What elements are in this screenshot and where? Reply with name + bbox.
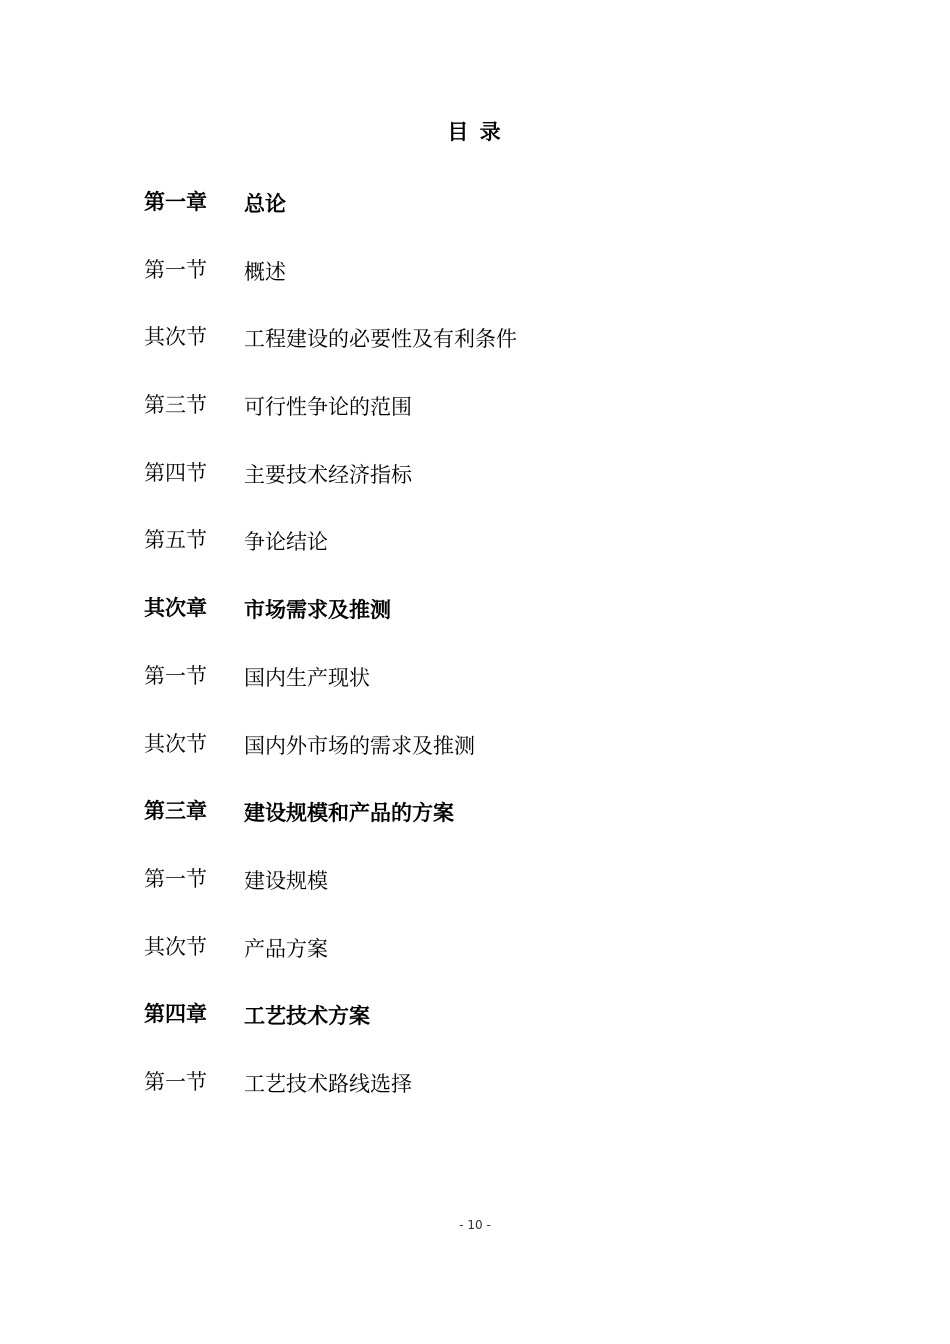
- toc-entry-title: 建设规模: [244, 868, 328, 893]
- toc-entry-number: 其次章: [144, 596, 207, 621]
- toc-entry-section[interactable]: [144, 656, 844, 724]
- toc-entry-section[interactable]: [144, 724, 844, 792]
- toc-entry-number: 其次节: [144, 731, 207, 756]
- toc-entry-section[interactable]: [144, 453, 844, 521]
- toc-entry-chapter[interactable]: [144, 588, 844, 656]
- toc-entry-chapter[interactable]: [144, 994, 844, 1062]
- toc-entry-title: 市场需求及推测: [244, 598, 391, 623]
- toc-entry-number: 第一节: [144, 663, 207, 688]
- toc-title: 目 录: [447, 120, 503, 144]
- toc-entry-chapter[interactable]: [144, 182, 844, 250]
- toc-entry-title: 工程建设的必要性及有利条件: [244, 327, 517, 352]
- toc-entry-title: 国内生产现状: [244, 665, 370, 690]
- toc-entry-number: 第一节: [144, 1069, 207, 1094]
- toc-entry-title: 争论结论: [244, 530, 328, 555]
- toc-entry-section[interactable]: [144, 317, 844, 385]
- toc-entry-title: 建设规模和产品的方案: [244, 801, 454, 826]
- toc-entry-number: 第一节: [144, 257, 207, 282]
- toc-entry-section[interactable]: [144, 1062, 844, 1130]
- toc-entry-title: 可行性争论的范围: [244, 395, 412, 420]
- toc-entry-title: 主要技术经济指标: [244, 462, 412, 487]
- toc-entry-number: 第四节: [144, 460, 207, 485]
- toc-entry-section[interactable]: [144, 859, 844, 927]
- toc-entry-title: 工艺技术方案: [244, 1004, 370, 1029]
- toc-entry-number: 其次节: [144, 325, 207, 350]
- toc-entry-number: 第一节: [144, 866, 207, 891]
- toc-entry-section[interactable]: [144, 250, 844, 318]
- toc-list: [144, 182, 844, 1130]
- toc-entry-chapter[interactable]: [144, 791, 844, 859]
- toc-entry-number: 第三章: [144, 799, 207, 824]
- toc-entry-section[interactable]: [144, 385, 844, 453]
- toc-entry-number: 其次节: [144, 934, 207, 959]
- toc-entry-number: 第五节: [144, 528, 207, 553]
- toc-entry-title: 产品方案: [244, 936, 328, 961]
- toc-entry-number: 第四章: [144, 1002, 207, 1027]
- toc-entry-title: 总论: [244, 192, 286, 216]
- toc-entry-title: 工艺技术路线选择: [244, 1071, 412, 1096]
- toc-entry-title: 国内外市场的需求及推测: [244, 733, 475, 758]
- toc-entry-number: 第一章: [144, 190, 207, 214]
- toc-entry-section[interactable]: [144, 927, 844, 995]
- toc-entry-number: 第三节: [144, 393, 207, 418]
- toc-entry-section[interactable]: [144, 520, 844, 588]
- toc-entry-title: 概述: [244, 259, 286, 284]
- page-number: - 10 -: [459, 1218, 491, 1232]
